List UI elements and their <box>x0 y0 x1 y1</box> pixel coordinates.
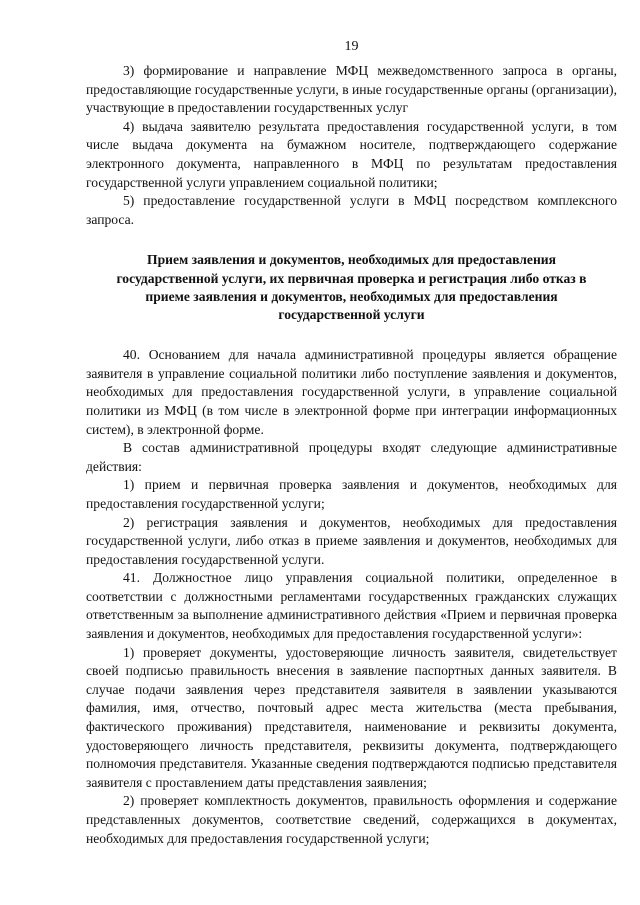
paragraph-41: 41. Должностное лицо управления социальной политики, определенное в соответствии с должностными регламентами государственных гражданских служащих ответственным за выполнение административного действия «Прием и первичная проверка заявления и документов, необходимых для предоставления государственной услуги»: <box>86 570 617 642</box>
page-number: 19 <box>344 39 359 54</box>
action-item-1: 1) прием и первичная проверка заявления и документов, необходимых для предоставления государственной услуги; <box>86 477 617 511</box>
action-item-2: 2) регистрация заявления и документов, необходимых для предоставления государственной услуги, либо отказ в приеме заявления и документов, необходимых для предоставления государственной услуги. <box>86 514 617 567</box>
list-item-3: 3) формирование и направление МФЦ межведомственного запроса в органы, предоставляющие государственные услуги, в иные государственные органы (организации), участвующие в предоставлении государственных услуг <box>86 63 617 116</box>
check-item-1: 1) проверяет документы, удостоверяющие личность заявителя, свидетельствует своей подписью правильность внесения в заявление паспортных данных заявителя. В случае подачи заявления через представителя заявителя в заявлении указываются фамилия, имя, отчество, почтовый адрес места жительства (места пребывания, фактического проживания) представителя, наименование и реквизиты документа, удостоверяющего личность представителя, реквизиты документа, подтверждающего полномочия представителя. Указанные сведения подтверждаются подписью представителя заявителя с проставлением даты представления заявления; <box>86 644 617 790</box>
check-item-2: 2) проверяет комплектность документов, правильность оформления и содержание представленных документов, соответствие сведений, содержащихся в документах, необходимых для предоставления государственной услуги; <box>86 793 617 846</box>
paragraph-40: 40. Основанием для начала административной процедуры является обращение заявителя в управление социальной политики либо поступление заявления и документов, необходимых для предоставления государственной услуги, в управление социальной политики из МФЦ (в том числе в электронной форме при интеграции информационных систем), в электронной форме. <box>86 347 617 437</box>
paragraph-composition: В состав административной процедуры входят следующие административные действия: <box>86 440 617 474</box>
list-item-4: 4) выдача заявителю результата предоставления государственной услуги, в том числе выдача документа на бумажном носителе, подтверждающего содержание электронного документа, направленного в МФЦ по результатам предоставления государственной услуги управлением социальной политики; <box>86 118 617 190</box>
document-body <box>86 62 617 848</box>
list-item-5: 5) предоставление государственной услуги в МФЦ посредством комплексного запроса. <box>86 193 617 227</box>
section-heading: Прием заявления и документов, необходимых для предоставления государственной услуги, их первичная проверка и регистрация либо отказ в приеме заявления и документов, необходимых для предоставления государственной услуги <box>116 252 587 322</box>
